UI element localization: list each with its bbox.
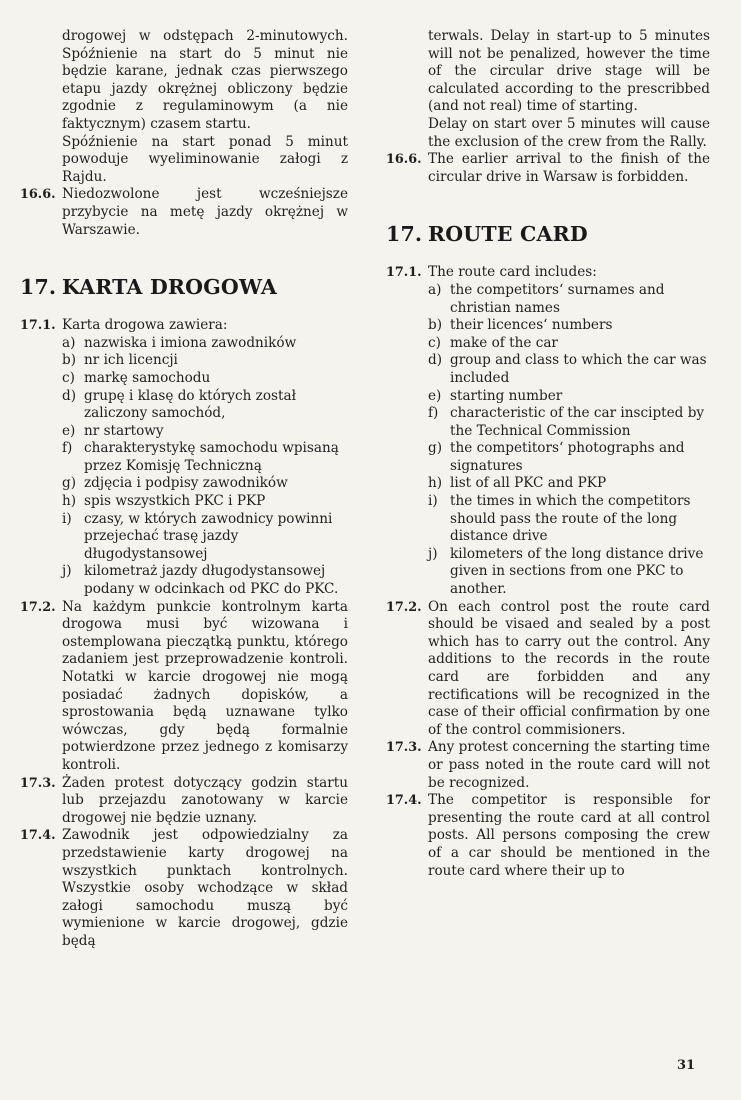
list-item-marker: f) xyxy=(62,440,73,457)
list-item xyxy=(428,335,710,353)
paragraph-17-1 xyxy=(20,317,348,335)
paragraph-17-2 xyxy=(386,599,710,740)
list-item xyxy=(428,282,710,317)
list-item-text: spis wszystkich PKC i PKP xyxy=(84,493,266,510)
section-number: 17. xyxy=(20,275,57,300)
section-title: KARTA DROGOWA xyxy=(62,275,277,300)
list-item-text: kilometers of the long distance drive given in sections from one PKC to another. xyxy=(450,545,704,598)
paragraph-text: drogowej w odstępach 2-minutowych. Spóźnienie na start do 5 minut nie będzie karane, jednak czas pierwszego etapu jazdy okrężnej obliczony będzie zgodnie z regulaminowym (a nie faktycznym) czasem startu. xyxy=(62,28,348,132)
list-item-text: charakterystykę samochodu wpisaną przez Komisję Techniczną xyxy=(84,440,339,474)
list-item-marker: a) xyxy=(428,281,442,298)
list-item-text: the competitors‘ photographs and signatures xyxy=(450,440,685,474)
paragraph-text: Na każdym punkcie kontrolnym karta drogowa musi być wizowana i ostemplowana pieczątką punktu, którego zadaniem jest przeprowadzenie kontroli. Notatki w karcie drogowej nie mogą posiadać żadnych dopisków, a sprostowania będą uznawane tylko wówczas, gdy będą formalnie potwierdzone przez jednego z komisarzy kontroli. xyxy=(62,598,348,773)
continuation-paragraph xyxy=(20,28,348,134)
continuation-paragraph xyxy=(386,28,710,116)
list-item xyxy=(62,475,348,493)
paragraph-text: Karta drogowa zawiera: xyxy=(62,317,228,334)
paragraph-number: 17.2. xyxy=(20,599,56,615)
list-item-marker: i) xyxy=(62,510,72,527)
paragraph-text: Any protest concerning the starting time or pass noted in the route card will not be recognized. xyxy=(428,739,710,791)
list-item xyxy=(428,440,710,475)
section-heading xyxy=(20,275,348,299)
list-item-marker: j) xyxy=(428,545,438,562)
list-item-text: markę samochodu xyxy=(84,369,211,386)
list-item xyxy=(428,405,710,440)
list-item-text: list of all PKC and PKP xyxy=(450,475,607,492)
list-item-marker: e) xyxy=(62,422,76,439)
right-column xyxy=(386,28,710,880)
paragraph-17-3 xyxy=(20,775,348,828)
list-item-text: characteristic of the car inscipted by the Technical Commission xyxy=(450,405,705,439)
continuation-paragraph-2 xyxy=(20,134,348,187)
list-item xyxy=(428,475,710,493)
paragraph-16-6 xyxy=(20,186,348,239)
list-item-text: nr startowy xyxy=(84,422,164,439)
list-item xyxy=(428,352,710,387)
list-item-marker: i) xyxy=(428,493,438,510)
list-item xyxy=(62,440,348,475)
paragraph-17-1 xyxy=(386,264,710,282)
paragraph-text: Żaden protest dotyczący godzin startu lub przejazdu zanotowany w karcie drogowej nie będzie uznany. xyxy=(62,774,348,826)
paragraph-text: terwals. Delay in start-up to 5 minutes will not be penalized, however the time of the circular drive stage will be calculated according to the prescribbed (and not real) time of starting. xyxy=(428,28,710,115)
list-item-marker: b) xyxy=(62,352,77,369)
paragraph-number: 17.4. xyxy=(20,828,56,844)
paragraph-17-2 xyxy=(20,599,348,775)
left-column xyxy=(20,28,348,951)
list-item-marker: c) xyxy=(62,369,75,386)
list-item-marker: b) xyxy=(428,317,443,334)
paragraph-number: 16.6. xyxy=(20,187,56,203)
list-item xyxy=(62,563,348,598)
paragraph-17-3 xyxy=(386,739,710,792)
paragraph-text: On each control post the route card should be visaed and sealed by a post which has to carry out the control. Any additions to the records in the route card are forbidden and any rectifications will be recognized in the case of their official confirmation by one of the control commisioners. xyxy=(428,598,710,738)
list-item-text: make of the car xyxy=(450,334,558,351)
paragraph-text: Zawodnik jest odpowiedzialny za przedstawienie karty drogowej na wszystkich punktach kontrolnych. Wszystkie osoby wchodzące w skład załogi samochodu muszą być wymienione w karcie drogowej, gdzie będą xyxy=(62,827,348,949)
section-heading xyxy=(386,222,710,246)
paragraph-text: The route card includes: xyxy=(428,264,597,281)
paragraph-text: Delay on start over 5 minutes will cause the exclusion of the crew from the Rally. xyxy=(428,115,710,150)
list-item xyxy=(62,511,348,564)
paragraph-number: 17.1. xyxy=(386,265,422,281)
list-item xyxy=(62,423,348,441)
list-item-text: kilometraż jazdy długodystansowej podany w odcinkach od PKC do PKC. xyxy=(84,563,339,598)
continuation-paragraph-2 xyxy=(386,116,710,151)
item-list xyxy=(386,282,710,599)
list-item xyxy=(62,388,348,423)
list-item xyxy=(62,370,348,388)
paragraph-number: 17.3. xyxy=(20,775,56,791)
list-item-marker: d) xyxy=(62,387,77,404)
list-item-text: group and class to which the car was included xyxy=(450,352,707,386)
paragraph-17-4 xyxy=(20,827,348,950)
paragraph-number: 17.1. xyxy=(20,318,56,334)
list-item xyxy=(62,335,348,353)
list-item xyxy=(62,352,348,370)
list-item-marker: j) xyxy=(62,563,72,580)
list-item-marker: h) xyxy=(428,475,443,492)
list-item-text: the competitors‘ surnames and christian names xyxy=(450,281,665,316)
list-item-text: grupę i klasę do których został zaliczony samochód, xyxy=(84,387,296,422)
paragraph-number: 17.2. xyxy=(386,599,422,615)
paragraph-17-4 xyxy=(386,792,710,880)
list-item-marker: g) xyxy=(62,475,77,492)
list-item-text: starting number xyxy=(450,387,563,404)
paragraph-text: Spóźnienie na start ponad 5 minut powoduje wyeliminowanie załogi z Rajdu. xyxy=(62,133,348,185)
paragraph-16-6 xyxy=(386,151,710,186)
paragraph-text: The competitor is responsible for presenting the route card at all control posts. All persons composing the crew of a car should be mentioned in the route card where their up to xyxy=(428,792,710,879)
list-item-text: nr ich licencji xyxy=(84,352,178,369)
list-item-marker: c) xyxy=(428,334,441,351)
list-item-marker: h) xyxy=(62,493,77,510)
list-item-text: nazwiska i imiona zawodników xyxy=(84,334,297,351)
list-item-text: zdjęcia i podpisy zawodników xyxy=(84,475,288,492)
list-item xyxy=(428,388,710,406)
list-item-marker: f) xyxy=(428,405,439,422)
list-item-text: the times in which the competitors should pass the route of the long distance drive xyxy=(450,493,691,545)
page-number: 31 xyxy=(677,1058,696,1073)
list-item xyxy=(428,317,710,335)
paragraph-number: 17.4. xyxy=(386,793,422,809)
list-item-text: their licences‘ numbers xyxy=(450,317,613,334)
list-item-marker: a) xyxy=(62,334,76,351)
list-item-marker: g) xyxy=(428,440,443,457)
list-item-text: czasy, w których zawodnicy powinni przejechać trasę jazdy długodystansowej xyxy=(84,510,333,562)
paragraph-number: 17.3. xyxy=(386,740,422,756)
list-item xyxy=(428,493,710,546)
paragraph-text: Niedozwolone jest wcześniejsze przybycie na metę jazdy okrężnej w Warszawie. xyxy=(62,186,348,238)
section-title: ROUTE CARD xyxy=(428,222,588,247)
item-list xyxy=(20,335,348,599)
list-item-marker: e) xyxy=(428,387,442,404)
section-number: 17. xyxy=(386,222,423,247)
list-item xyxy=(62,493,348,511)
list-item-marker: d) xyxy=(428,352,443,369)
list-item xyxy=(428,546,710,599)
paragraph-number: 16.6. xyxy=(386,152,422,168)
paragraph-text: The earlier arrival to the finish of the circular drive in Warsaw is forbidden. xyxy=(428,151,710,185)
